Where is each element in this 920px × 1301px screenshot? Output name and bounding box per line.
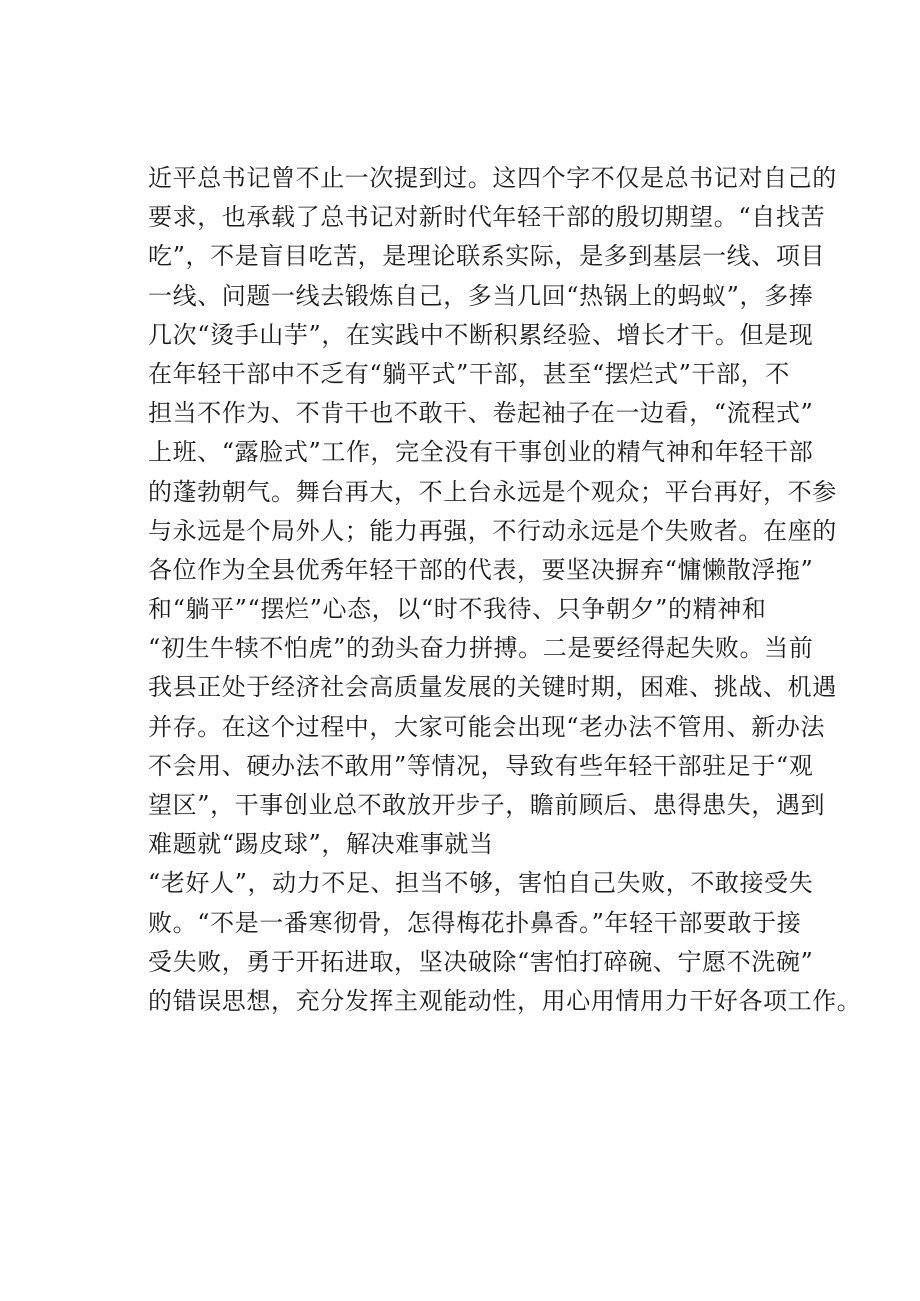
text-line: 的蓬勃朝气。舞台再大，不上台永远是个观众；平台再好，不参 [148,477,837,506]
text-line: 一线、问题一线去锻炼自己，多当几回“热锅上的蚂蚁”，多捧 [148,281,814,310]
text-line: 受失败，勇于开拓进取，坚决破除“害怕打碎碗、宁愿不洗碗” [148,947,814,976]
text-line: 和“躺平”“摆烂”心态，以“时不我待、只争朝夕”的精神和 [148,595,767,624]
text-line: 吃”，不是盲目吃苦，是理论联系实际，是多到基层一线、项目 [148,242,826,271]
text-line: “老好人”，动力不足、担当不够，害怕自己失败，不敢接受失 [148,869,814,898]
text-line: 在年轻干部中不乏有“躺平式”干部，甚至“摆烂式”干部，不 [148,359,790,388]
text-line: 几次“烫手山芋”，在实践中不断积累经验、增长才干。但是现 [148,320,814,349]
text-line: 近平总书记曾不止一次提到过。这四个字不仅是总书记对自己的 [148,164,837,192]
text-line: “初生牛犊不怕虎”的劲头奋力拼搏。二是要经得起失败。当前 [148,634,814,663]
text-line: 要求，也承载了总书记对新时代年轻干部的殷切期望。“自找苦 [148,203,826,232]
text-line: 败。“不是一番寒彻骨，怎得梅花扑鼻香。”年轻干部要敢于接 [148,908,802,937]
body-paragraph [148,159,862,1021]
text-line: 我县正处于经济社会高质量发展的关键时期，困难、挑战、机遇 [148,673,837,702]
text-line: 上班、“露脸式”工作，完全没有干事创业的精气神和年轻干部 [148,438,814,467]
text-line: 的错误思想，充分发挥主观能动性，用心用情用力干好各项工作。 [148,986,862,1015]
text-line: 难题就“踢皮球”，解决难事就当 [148,830,494,859]
text-line: 并存。在这个过程中，大家可能会出现“老办法不管用、新办法 [148,712,826,741]
text-line: 不会用、硬办法不敢用”等情况，导致有些年轻干部驻足于“观 [148,751,814,780]
text-line: 望区”，干事创业总不敢放开步子，瞻前顾后、患得患失，遇到 [148,791,826,819]
text-line: 与永远是个局外人；能力再强，不行动永远是个失败者。在座的 [148,516,837,545]
text-line: 各位作为全县优秀年轻干部的代表，要坚决摒弃“慵懒散浮拖” [148,555,814,584]
text-line: 担当不作为、不肯干也不敢干、卷起袖子在一边看，“流程式” [148,399,814,428]
